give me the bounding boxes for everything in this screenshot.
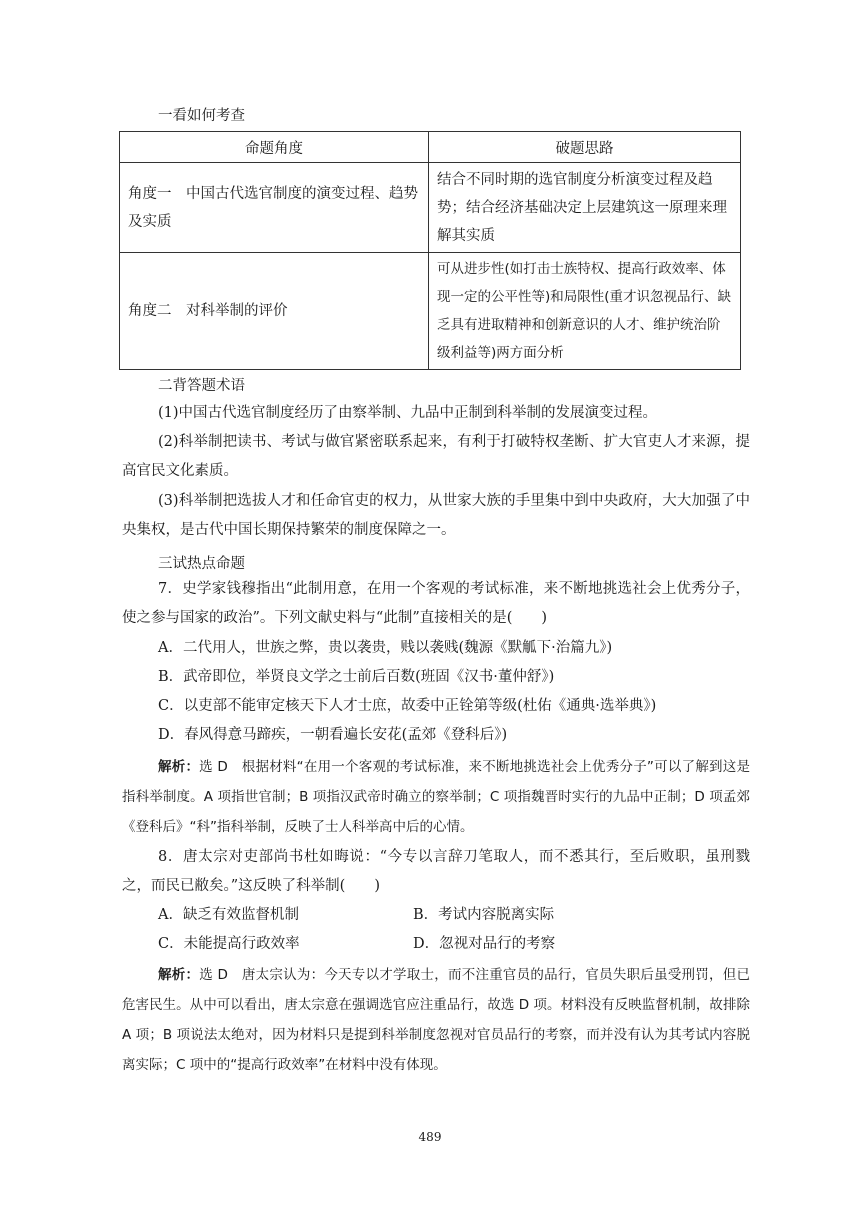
- table-cell-angle-2: 角度二 对科举制的评价: [120, 253, 429, 370]
- question-7-analysis: [122, 752, 750, 842]
- analysis-text: 选 D 根据材料“在用一个客观的考试标准，来不断地挑选社会上优秀分子”可以了解到这是指科举制度。A 项指世官制；B 项指汉武帝时确立的察举制；C 项指魏晋时实行的九品中正制；D 项孟郊《登科后》“科”指科举制，反映了士人科举高中后的心情。: [122, 759, 750, 835]
- term-item-1: (1)中国古代选官制度经历了由察举制、九品中正制到科举制的发展演变过程。: [158, 405, 658, 421]
- question-8-stem: 8．唐太宗对吏部尚书杜如晦说：“今专以言辞刀笔取人，而不悉其行，至后败职，虽刑戮之，而民已敝矣。”这反映了科举制( ): [122, 849, 750, 894]
- table-cell-approach-2: 可从进步性(如打击士族特权、提高行政效率、体现一定的公平性等)和局限性(重才识忽视品行、缺乏具有进取精神和创新意识的人才、维护统治阶级利益等)两方面分析: [429, 253, 741, 370]
- table-header-angle: 命题角度: [120, 132, 429, 163]
- section-title-hot-topics: 三试热点命题: [158, 556, 245, 572]
- question-8-option-c: C．未能提高行政效率: [158, 936, 300, 952]
- analysis-label: 解析：: [158, 759, 200, 775]
- question-8-analysis: [122, 960, 750, 1080]
- question-8-option-a: A．缺乏有效监督机制: [158, 907, 299, 923]
- page-number: 489: [418, 1130, 442, 1144]
- table-header-approach: 破题思路: [429, 132, 741, 163]
- analysis-text: 选 D 唐太宗认为：今天专以才学取士，而不注重官员的品行，官员失职后虽受刑罚，但已危害民生。从中可以看出，唐太宗意在强调选官应注重品行，故选 D 项。材料没有反映监督机制，故排除 A 项；B 项说法太绝对，因为材料只是提到科举制度忽视对官员品行的考察，而并没有认为其考试内容脱离实际；C 项中的“提高行政效率”在材料中没有体现。: [122, 967, 751, 1073]
- question-7-stem: 7．史学家钱穆指出“此制用意，在用一个客观的考试标准，来不断地挑选社会上优秀分子，使之参与国家的政治”。下列文献史料与“此制”直接相关的是( ): [122, 581, 750, 626]
- question-8-option-d: D．忽视对品行的考察: [413, 936, 556, 952]
- question-7-option-c: C．以吏部不能审定核天下人才士庶，故委中正铨第等级(杜佑《通典·选举典》): [158, 698, 657, 714]
- table-cell-angle-1: 角度一 中国古代选官制度的演变过程、趋势及实质: [120, 163, 429, 253]
- section-title-how-to-test: 一看如何考查: [158, 108, 245, 124]
- table-cell-approach-1: 结合不同时期的选官制度分析演变过程及趋势；结合经济基础决定上层建筑这一原理来理解其实质: [429, 163, 741, 253]
- question-8-option-b: B．考试内容脱离实际: [413, 907, 555, 923]
- question-7-option-a: A．二代用人，世族之弊，贵以袭贵，贱以袭贱(魏源《默觚下·治篇九》): [158, 640, 613, 656]
- exam-angle-table: [119, 131, 741, 370]
- analysis-label: 解析：: [158, 967, 200, 983]
- term-item-3: (3)科举制把选拔人才和任命官吏的权力，从世家大族的手里集中到中央政府，大大加强了中央集权，是古代中国长期保持繁荣的制度保障之一。: [122, 493, 750, 538]
- question-7-option-b: B．武帝即位，举贤良文学之士前后百数(班固《汉书·董仲舒》): [158, 669, 555, 685]
- term-item-2: (2)科举制把读书、考试与做官紧密联系起来，有利于打破特权垄断、扩大官吏人才来源，提高官民文化素质。: [122, 434, 750, 479]
- question-7-option-d: D．春风得意马蹄疾，一朝看遍长安花(孟郊《登科后》): [158, 727, 508, 743]
- section-title-answer-terms: 二背答题术语: [158, 378, 245, 394]
